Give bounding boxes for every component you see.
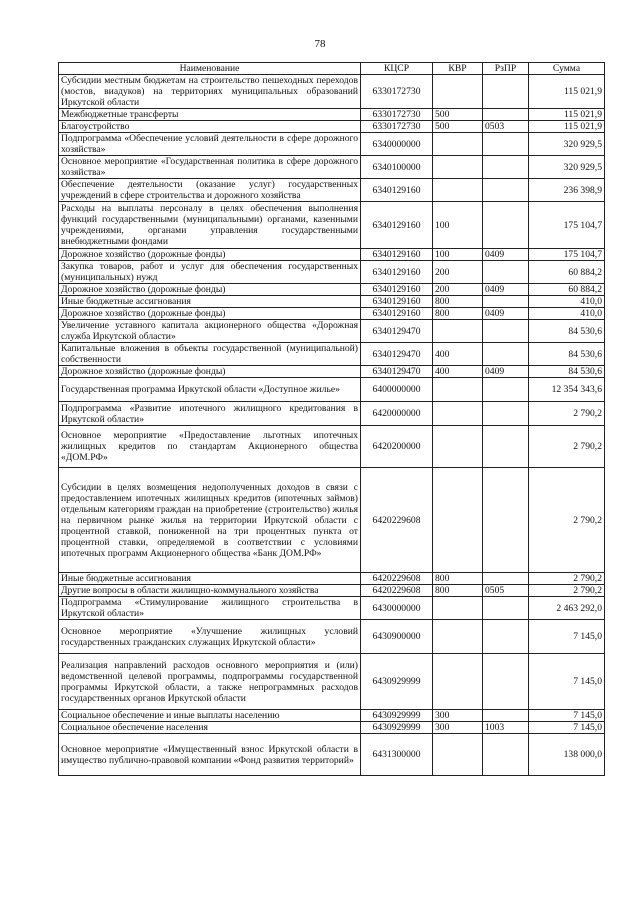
table-row bbox=[59, 585, 605, 597]
table-row bbox=[59, 378, 605, 402]
cell-kcsr: 6420200000 bbox=[361, 426, 433, 468]
table-row bbox=[59, 573, 605, 585]
cell-rzpr bbox=[483, 710, 529, 722]
cell-name: Благоустройство bbox=[59, 121, 361, 133]
cell-rzpr bbox=[483, 378, 529, 402]
table-row bbox=[59, 722, 605, 734]
cell-kcsr: 6330172730 bbox=[361, 121, 433, 133]
cell-name: Субсидии местным бюджетам на строительство пешеходных переходов (мостов, виадуков) на территориях муниципальных образований Иркутской области bbox=[59, 75, 361, 109]
header-rzpr: РзПР bbox=[483, 63, 529, 75]
cell-kvr: 500 bbox=[433, 109, 483, 121]
cell-kcsr: 6340100000 bbox=[361, 156, 433, 179]
cell-sum: 2 790,2 bbox=[529, 468, 605, 573]
cell-sum: 175 104,7 bbox=[529, 249, 605, 261]
cell-sum: 7 145,0 bbox=[529, 722, 605, 734]
cell-rzpr bbox=[483, 261, 529, 284]
cell-kvr: 300 bbox=[433, 722, 483, 734]
table-row bbox=[59, 402, 605, 426]
cell-name: Закупка товаров, работ и услуг для обеспечения государственных (муниципальных) нужд bbox=[59, 261, 361, 284]
cell-kvr: 800 bbox=[433, 296, 483, 308]
cell-kvr bbox=[433, 75, 483, 109]
table-row bbox=[59, 366, 605, 378]
cell-kcsr: 6420229608 bbox=[361, 585, 433, 597]
cell-kvr: 400 bbox=[433, 366, 483, 378]
cell-sum: 7 145,0 bbox=[529, 620, 605, 654]
table-row bbox=[59, 75, 605, 109]
cell-sum: 175 104,7 bbox=[529, 202, 605, 249]
cell-sum: 2 463 292,0 bbox=[529, 597, 605, 620]
cell-sum: 60 884,2 bbox=[529, 261, 605, 284]
cell-name: Другие вопросы в области жилищно-коммунального хозяйства bbox=[59, 585, 361, 597]
table-row bbox=[59, 597, 605, 620]
table-body bbox=[59, 75, 605, 776]
cell-rzpr bbox=[483, 654, 529, 710]
cell-kcsr: 6340129160 bbox=[361, 179, 433, 202]
cell-kvr bbox=[433, 156, 483, 179]
table-row bbox=[59, 620, 605, 654]
cell-kvr bbox=[433, 654, 483, 710]
cell-sum: 410,0 bbox=[529, 308, 605, 320]
header-kvr: КВР bbox=[433, 63, 483, 75]
table-row bbox=[59, 156, 605, 179]
table-row bbox=[59, 320, 605, 343]
cell-sum: 7 145,0 bbox=[529, 710, 605, 722]
cell-rzpr bbox=[483, 402, 529, 426]
cell-name: Обеспечение деятельности (оказание услуг) государственных учреждений в сфере строительства и дорожного хозяйства bbox=[59, 179, 361, 202]
cell-kvr: 800 bbox=[433, 585, 483, 597]
cell-name: Дорожное хозяйство (дорожные фонды) bbox=[59, 308, 361, 320]
cell-kvr: 100 bbox=[433, 202, 483, 249]
cell-kvr: 800 bbox=[433, 573, 483, 585]
cell-rzpr: 1003 bbox=[483, 722, 529, 734]
cell-kcsr: 6340129470 bbox=[361, 343, 433, 366]
cell-name: Подпрограмма «Развитие ипотечного жилищного кредитования в Иркутской области» bbox=[59, 402, 361, 426]
cell-rzpr bbox=[483, 468, 529, 573]
cell-name: Основное мероприятие «Государственная политика в сфере дорожного хозяйства» bbox=[59, 156, 361, 179]
cell-name: Социальное обеспечение и иные выплаты населению bbox=[59, 710, 361, 722]
table-row bbox=[59, 343, 605, 366]
table-row bbox=[59, 468, 605, 573]
cell-kcsr: 6340129160 bbox=[361, 284, 433, 296]
cell-sum: 138 000,0 bbox=[529, 734, 605, 776]
cell-kcsr: 6431300000 bbox=[361, 734, 433, 776]
cell-rzpr bbox=[483, 343, 529, 366]
cell-name: Дорожное хозяйство (дорожные фонды) bbox=[59, 284, 361, 296]
cell-name: Подпрограмма «Обеспечение условий деятельности в сфере дорожного хозяйства» bbox=[59, 133, 361, 156]
table-row bbox=[59, 261, 605, 284]
cell-kcsr: 6420229608 bbox=[361, 573, 433, 585]
cell-name: Межбюджетные трансферты bbox=[59, 109, 361, 121]
cell-kcsr: 6340129470 bbox=[361, 320, 433, 343]
cell-sum: 320 929,5 bbox=[529, 156, 605, 179]
cell-kvr: 400 bbox=[433, 343, 483, 366]
cell-name: Капитальные вложения в объекты государственной (муниципальной) собственности bbox=[59, 343, 361, 366]
cell-kvr bbox=[433, 402, 483, 426]
cell-kcsr: 6430900000 bbox=[361, 620, 433, 654]
cell-rzpr bbox=[483, 734, 529, 776]
budget-table bbox=[58, 62, 605, 776]
table-row bbox=[59, 308, 605, 320]
cell-kcsr: 6340129160 bbox=[361, 249, 433, 261]
cell-kcsr: 6430929999 bbox=[361, 722, 433, 734]
cell-kvr bbox=[433, 468, 483, 573]
cell-sum: 84 530,6 bbox=[529, 366, 605, 378]
cell-kvr bbox=[433, 426, 483, 468]
cell-sum: 2 790,2 bbox=[529, 585, 605, 597]
cell-name: Основное мероприятие «Улучшение жилищных условий государственных гражданских служащих Иркутской области» bbox=[59, 620, 361, 654]
cell-kvr bbox=[433, 378, 483, 402]
cell-sum: 84 530,6 bbox=[529, 343, 605, 366]
cell-kvr: 500 bbox=[433, 121, 483, 133]
cell-sum: 115 021,9 bbox=[529, 75, 605, 109]
cell-kvr: 200 bbox=[433, 284, 483, 296]
cell-kvr bbox=[433, 320, 483, 343]
table-row bbox=[59, 296, 605, 308]
table-row bbox=[59, 284, 605, 296]
cell-kcsr: 6430929999 bbox=[361, 710, 433, 722]
cell-sum: 2 790,2 bbox=[529, 573, 605, 585]
table-row bbox=[59, 109, 605, 121]
cell-kcsr: 6430929999 bbox=[361, 654, 433, 710]
cell-sum: 12 354 343,6 bbox=[529, 378, 605, 402]
cell-name: Подпрограмма «Стимулирование жилищного строительства в Иркутской области» bbox=[59, 597, 361, 620]
cell-sum: 115 021,9 bbox=[529, 109, 605, 121]
table-row bbox=[59, 426, 605, 468]
cell-name: Государственная программа Иркутской области «Доступное жилье» bbox=[59, 378, 361, 402]
cell-rzpr bbox=[483, 620, 529, 654]
cell-rzpr bbox=[483, 296, 529, 308]
cell-name: Реализация направлений расходов основного мероприятия и (или) ведомственной целевой программы, подпрограммы государственной программы Иркутской области, а также непрограммных расходов государственных органов Иркутской области bbox=[59, 654, 361, 710]
cell-kcsr: 6420229608 bbox=[361, 468, 433, 573]
cell-rzpr bbox=[483, 426, 529, 468]
cell-sum: 236 398,9 bbox=[529, 179, 605, 202]
cell-rzpr bbox=[483, 573, 529, 585]
table-row bbox=[59, 249, 605, 261]
header-name: Наименование bbox=[59, 63, 361, 75]
cell-rzpr: 0409 bbox=[483, 249, 529, 261]
cell-kcsr: 6400000000 bbox=[361, 378, 433, 402]
cell-kcsr: 6330172730 bbox=[361, 75, 433, 109]
cell-kcsr: 6340129160 bbox=[361, 202, 433, 249]
header-kcsr: КЦСР bbox=[361, 63, 433, 75]
cell-kcsr: 6340129160 bbox=[361, 296, 433, 308]
cell-rzpr bbox=[483, 597, 529, 620]
cell-name: Увеличение уставного капитала акционерного общества «Дорожная служба Иркутской области» bbox=[59, 320, 361, 343]
cell-rzpr: 0505 bbox=[483, 585, 529, 597]
table-row bbox=[59, 734, 605, 776]
cell-rzpr: 0409 bbox=[483, 284, 529, 296]
cell-name: Дорожное хозяйство (дорожные фонды) bbox=[59, 249, 361, 261]
cell-kvr: 300 bbox=[433, 710, 483, 722]
cell-sum: 2 790,2 bbox=[529, 426, 605, 468]
cell-rzpr bbox=[483, 109, 529, 121]
cell-name: Субсидии в целях возмещения недополученных доходов в связи с предоставлением ипотечных жилищных кредитов (ипотечных займов) отдельным категориям граждан на приобретение (строительство) жилья на первичном рынке жилья на территории Иркутской области с процентной ставкой, пониженной на три процентных пункта от процентной ставки, определяемой в соответствии с условиями ипотечных программ Акционерного общества «Банк ДОМ.РФ» bbox=[59, 468, 361, 573]
cell-kvr: 800 bbox=[433, 308, 483, 320]
cell-kcsr: 6340129160 bbox=[361, 308, 433, 320]
table-row bbox=[59, 121, 605, 133]
cell-sum: 2 790,2 bbox=[529, 402, 605, 426]
cell-sum: 410,0 bbox=[529, 296, 605, 308]
header-sum: Сумма bbox=[529, 63, 605, 75]
cell-rzpr bbox=[483, 156, 529, 179]
cell-kvr: 200 bbox=[433, 261, 483, 284]
cell-sum: 60 884,2 bbox=[529, 284, 605, 296]
cell-kvr: 100 bbox=[433, 249, 483, 261]
cell-kcsr: 6330172730 bbox=[361, 109, 433, 121]
cell-rzpr: 0409 bbox=[483, 308, 529, 320]
cell-rzpr bbox=[483, 179, 529, 202]
cell-name: Социальное обеспечение населения bbox=[59, 722, 361, 734]
page-number: 78 bbox=[314, 38, 326, 50]
cell-rzpr: 0503 bbox=[483, 121, 529, 133]
table-row bbox=[59, 710, 605, 722]
cell-rzpr bbox=[483, 202, 529, 249]
cell-name: Основное мероприятие «Предоставление льготных ипотечных жилищных кредитов по стандартам Акционерного общества «ДОМ.РФ» bbox=[59, 426, 361, 468]
cell-sum: 320 929,5 bbox=[529, 133, 605, 156]
table-row bbox=[59, 202, 605, 249]
cell-name: Иные бюджетные ассигнования bbox=[59, 573, 361, 585]
table-row bbox=[59, 179, 605, 202]
cell-sum: 115 021,9 bbox=[529, 121, 605, 133]
cell-kcsr: 6340000000 bbox=[361, 133, 433, 156]
cell-rzpr: 0409 bbox=[483, 366, 529, 378]
cell-rzpr bbox=[483, 133, 529, 156]
cell-name: Основное мероприятие «Имущественный взнос Иркутской области в имущество публично-правовой компании «Фонд развития территорий» bbox=[59, 734, 361, 776]
cell-name: Расходы на выплаты персоналу в целях обеспечения выполнения функций государственными (муниципальными) органами, казенными учреждениями, органами управления государственными внебюджетными фондами bbox=[59, 202, 361, 249]
cell-name: Иные бюджетные ассигнования bbox=[59, 296, 361, 308]
cell-kcsr: 6340129160 bbox=[361, 261, 433, 284]
cell-sum: 84 530,6 bbox=[529, 320, 605, 343]
cell-kcsr: 6430000000 bbox=[361, 597, 433, 620]
table-row bbox=[59, 654, 605, 710]
table-row bbox=[59, 133, 605, 156]
cell-sum: 7 145,0 bbox=[529, 654, 605, 710]
cell-kvr bbox=[433, 597, 483, 620]
cell-rzpr bbox=[483, 75, 529, 109]
cell-kvr bbox=[433, 133, 483, 156]
cell-kvr bbox=[433, 734, 483, 776]
cell-kvr bbox=[433, 179, 483, 202]
table-header-row bbox=[59, 63, 605, 75]
cell-kvr bbox=[433, 620, 483, 654]
cell-kcsr: 6420000000 bbox=[361, 402, 433, 426]
cell-name: Дорожное хозяйство (дорожные фонды) bbox=[59, 366, 361, 378]
cell-kcsr: 6340129470 bbox=[361, 366, 433, 378]
cell-rzpr bbox=[483, 320, 529, 343]
